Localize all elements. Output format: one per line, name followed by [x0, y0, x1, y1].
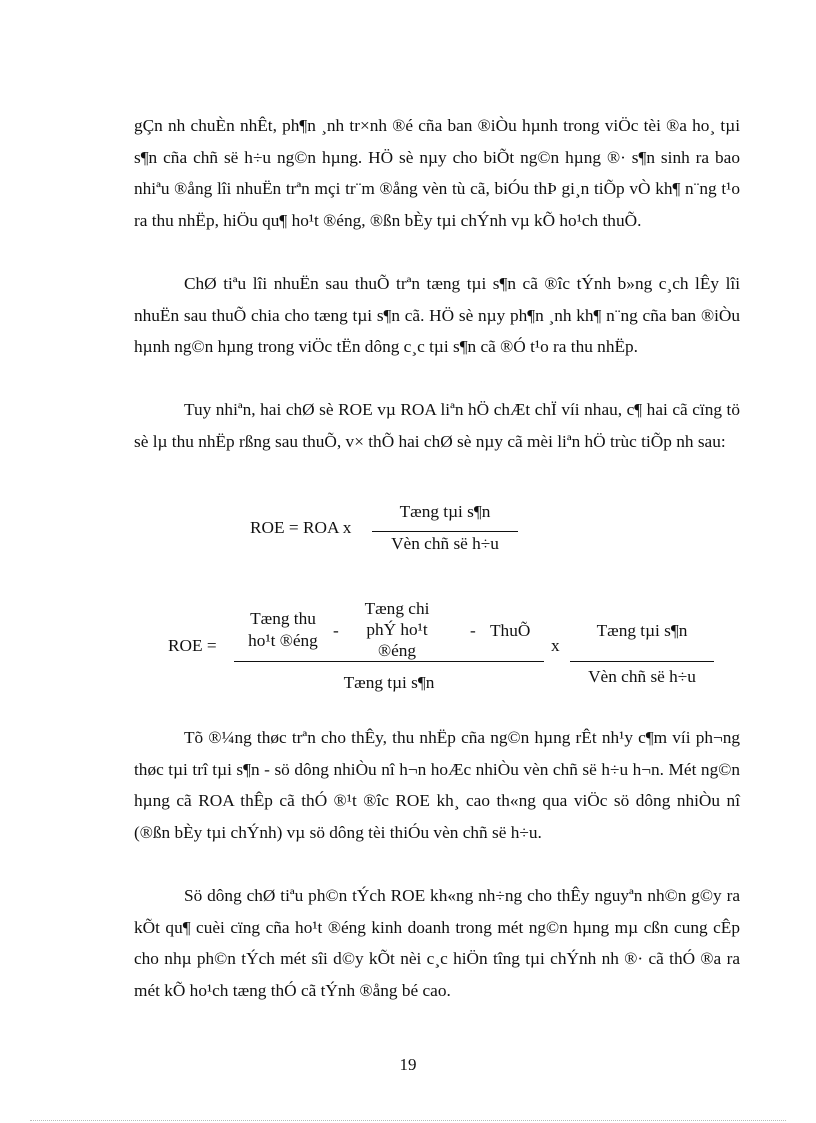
formula1-lhs: ROE = ROA x	[250, 518, 352, 537]
paragraph-roe-roa-relation: Tuy nhiªn, hai chØ sè ROE vµ ROA liªn hÖ chÆt chÏ víi nhau, c¶ hai cã cïng tö sè lµ thu nhËp rßng sau thuÕ, v× thÕ hai chØ sè nµy cã mèi liªn hÖ trùc tiÕp nh sau:	[134, 400, 740, 451]
formula2-term2-line2: phÝ ho¹t	[366, 620, 428, 639]
formula2-term2-line3: ®éng	[377, 641, 417, 660]
formula2-term3: ThuÕ	[490, 621, 531, 640]
formula1-numerator: Tæng tµi s¶n	[399, 502, 491, 521]
paragraph-roe-analysis: Sö dông chØ tiªu ph©n tÝch ROE kh«ng nh÷ng cho thÊy nguyªn nh©n g©y ra kÕt qu¶ cuèi cïng cña ho¹t ®éng kinh doanh trong mét ng©n hµng mµ cßn cung cÊp cho nhµ ph©n tÝch mét sîi d©y kÕt nèi c¸c hiÖn tîng tµi chÝnh nh ®· cã thÓ ®a ra mét kÕ ho¹ch tæng thÓ cã tÝnh ®ång bé cao.	[134, 886, 740, 1000]
formula2-term1-line1: Tæng thu	[250, 609, 316, 628]
formula2-term2-line1: Tæng chi	[364, 599, 430, 618]
formula2-main-fraction-bar	[234, 661, 544, 662]
paragraph-roa-definition: ChØ tiªu lîi nhuËn sau thuÕ trªn tæng tµi s¶n cã ®îc tÝnh b»ng c¸ch lÊy lîi nhuËn sau thuÕ chia cho tæng tµi s¶n cã. HÖ sè nµy ph¶n ¸nh kh¶ n¨ng cña ban ®iÒu hµnh ng©n hµng trong viÖc tËn dông c¸c tµi s¶n cã ®Ó t¹o ra thu nhËp.	[134, 274, 740, 357]
formula2-right-numerator: Tæng tµi s¶n	[596, 621, 688, 640]
formula2-right-fraction-bar	[570, 661, 714, 662]
formula2-minus2: -	[470, 621, 476, 640]
page-bottom-divider	[30, 1120, 786, 1121]
formula2-lhs: ROE =	[168, 636, 217, 655]
formula2-denominator: Tæng tµi s¶n	[343, 673, 435, 692]
paragraph-roe-definition: gÇn nh chuÈn nhÊt, ph¶n ¸nh tr×nh ®é cña ban ®iÒu hµnh trong viÖc tèi ®a ho¸ tµi s¶n cña chñ së h÷u ng©n hµng. HÖ sè nµy cho biÕt ng©n hµng ®· s¶n sinh ra bao nhiªu ®ång lîi nhuËn trªn mçi tr¨m ®ång vèn tù cã, biÓu thÞ gi¸n tiÕp vÒ kh¶ n¨ng t¹o ra thu nhËp, hiÖu qu¶ ho¹t ®éng, ®ßn bÈy tµi chÝnh vµ kÕ ho¹ch thuÕ.	[134, 116, 740, 230]
formula2-minus1: -	[333, 621, 339, 640]
formula1-fraction-bar	[372, 531, 518, 532]
paragraph-leverage-effect: Tõ ®¼ng thøc trªn cho thÊy, thu nhËp cña ng©n hµng rÊt nh¹y c¶m víi ph¬ng thøc tµi trî tµi s¶n - sö dông nhiÒu nî h¬n hoÆc nhiÒu vèn chñ së h÷u h¬n. Mét ng©n hµng cã ROA thÊp cã thÓ ®¹t ®îc ROE kh¸ cao th«ng qua viÖc sö dông nhiÒu nî (®ßn bÈy tµi chÝnh) vµ sö dông tèi thiÓu vèn chñ së h÷u.	[134, 728, 740, 842]
formula2-right-denominator: Vèn chñ së h÷u	[588, 667, 696, 686]
page-number: 19	[399, 1055, 417, 1074]
formula2-times: x	[551, 636, 560, 655]
formula1-denominator: Vèn chñ së h÷u	[391, 534, 499, 553]
formula2-term1-line2: ho¹t ®éng	[248, 631, 318, 650]
